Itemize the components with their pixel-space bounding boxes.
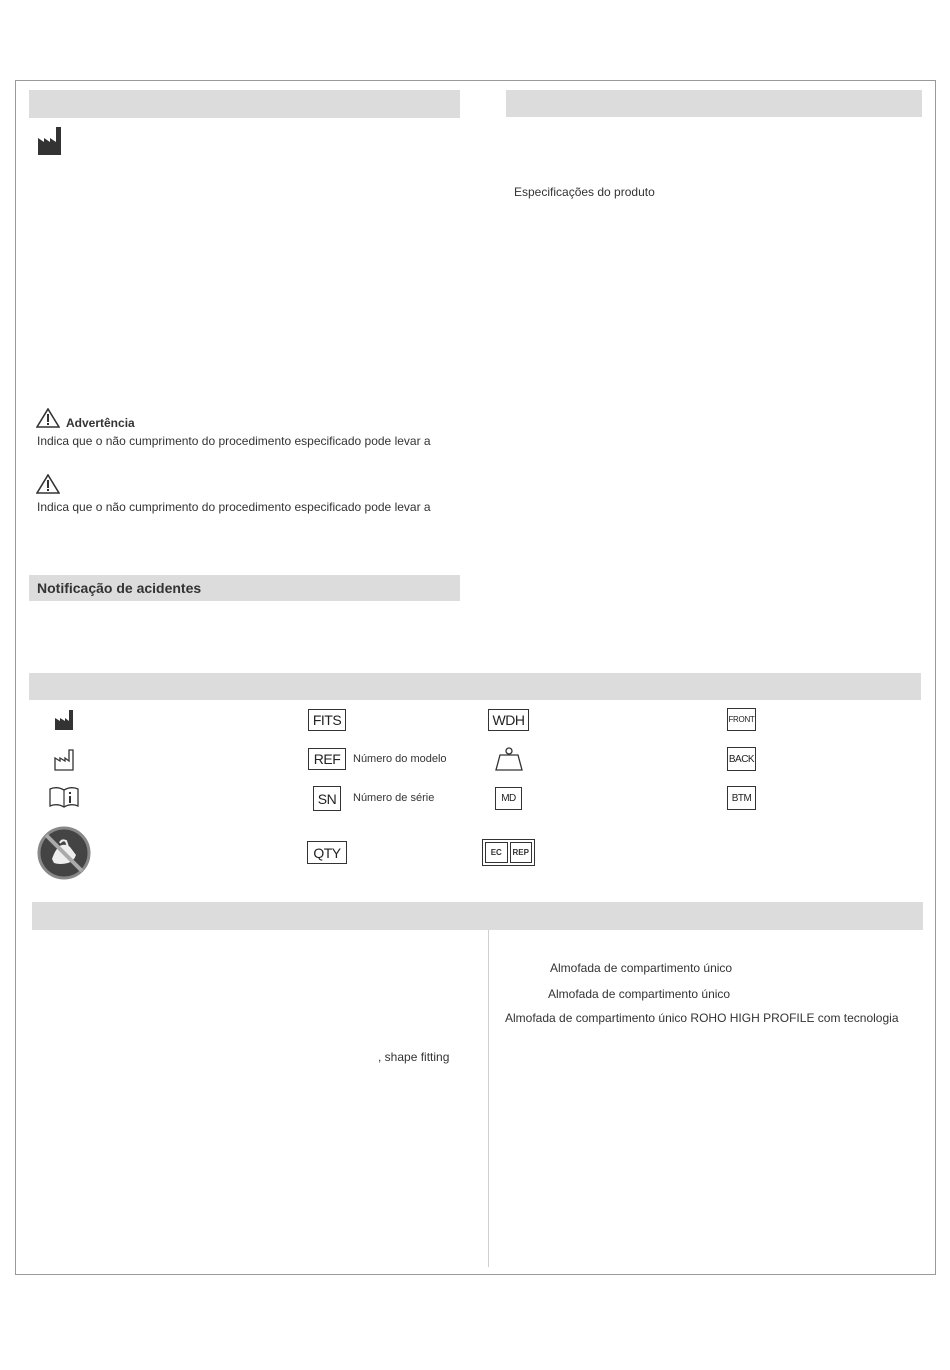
warning-text: Indica que o não cumprimento do procedimento especificado pode levar a	[37, 434, 431, 448]
symbols-header-bar	[29, 673, 921, 700]
column-divider	[488, 930, 489, 1267]
shape-fitting-text: , shape fitting	[378, 1050, 450, 1064]
caution-icon	[36, 474, 60, 494]
front-symbol: FRONT	[727, 708, 756, 731]
left-header-bar	[29, 90, 460, 118]
weight-icon	[495, 747, 523, 771]
qty-symbol: QTY	[307, 841, 347, 864]
manufacture-date-icon	[54, 749, 74, 771]
rep-label: REP	[510, 842, 533, 863]
warning-icon	[36, 408, 60, 428]
ec-rep-symbol	[482, 839, 535, 866]
sn-label: Número de série	[353, 792, 435, 804]
back-symbol: BACK	[727, 747, 756, 771]
ec-label: EC	[485, 842, 508, 863]
ref-label: Número do modelo	[353, 753, 447, 765]
instructions-icon	[48, 786, 80, 808]
fits-symbol: FITS	[308, 709, 346, 731]
sn-symbol: SN	[313, 786, 341, 811]
ref-symbol: REF	[308, 748, 346, 770]
bottom-header-bar	[32, 902, 923, 930]
product-line-3: Almofada de compartimento único ROHO HIGH PROFILE com tecnologia	[505, 1011, 899, 1025]
no-touch-icon	[36, 825, 92, 881]
accident-title: Notificação de acidentes	[37, 580, 202, 596]
accident-header-bar	[29, 575, 460, 601]
warning-heading: Advertência	[66, 416, 135, 430]
wdh-symbol: WDH	[488, 709, 529, 731]
factory-icon	[37, 126, 63, 156]
btm-symbol: BTM	[727, 786, 756, 810]
manufacturer-icon	[54, 709, 74, 731]
spec-label: Especificações do produto	[514, 185, 655, 199]
product-line-1: Almofada de compartimento único	[550, 961, 733, 975]
caution-text: Indica que o não cumprimento do procedimento especificado pode levar a	[37, 500, 431, 514]
right-header-bar	[506, 90, 922, 117]
product-line-2: Almofada de compartimento único	[548, 987, 731, 1001]
md-symbol: MD	[495, 787, 522, 810]
